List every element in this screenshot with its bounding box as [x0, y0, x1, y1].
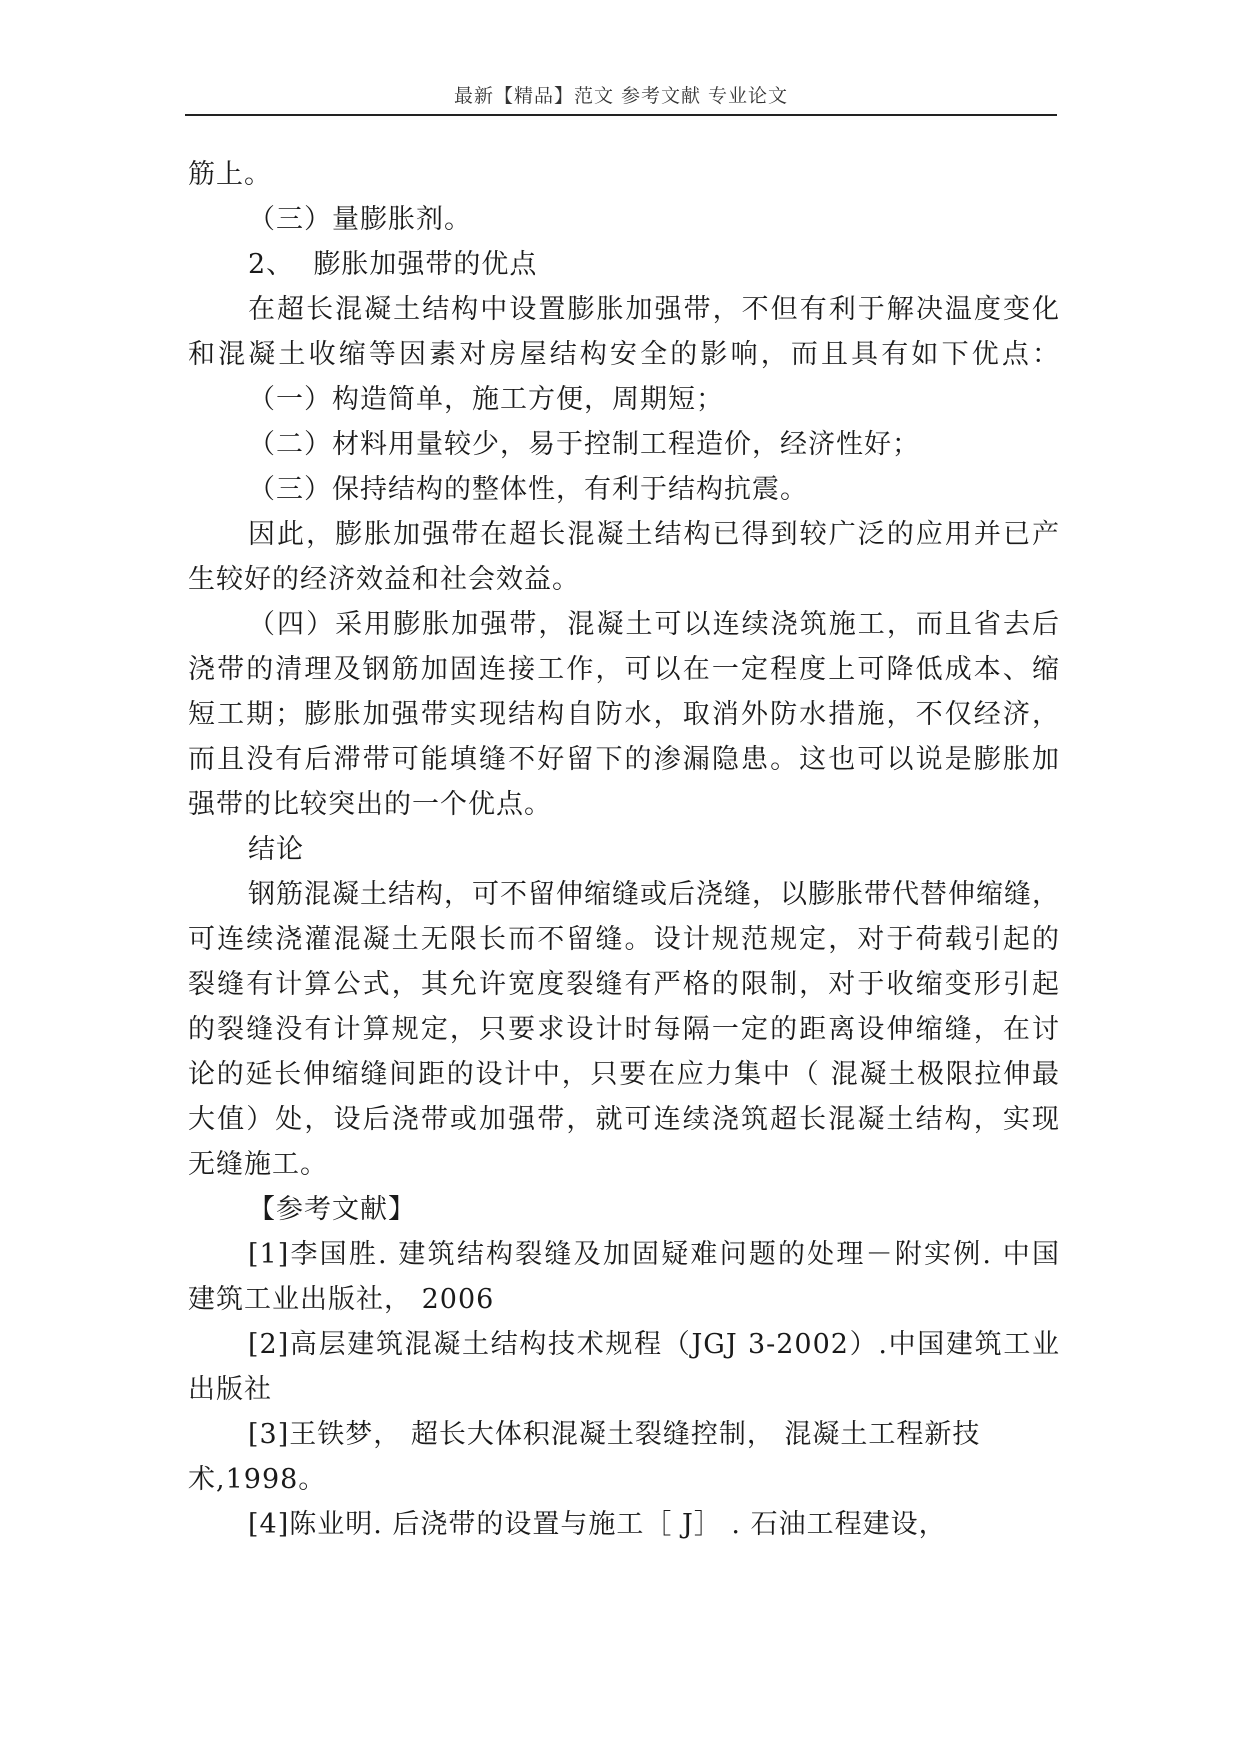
text-line: 可连续浇灌混凝土无限长而不留缝。设计规范规定，对于荷载引起的 — [188, 924, 1060, 955]
text-line: 裂缝有计算公式，其允许宽度裂缝有严格的限制，对于收缩变形引起 — [188, 969, 1060, 1000]
reference-item: 建筑工业出版社， 2006 — [188, 1284, 495, 1315]
references-heading: 【参考文献】 — [248, 1194, 416, 1225]
reference-item: [2]高层建筑混凝土结构技术规程（JGJ 3-2002）.中国建筑工业 — [248, 1329, 1060, 1360]
list-item: （一）构造简单，施工方便，周期短； — [248, 384, 724, 415]
text-line: 钢筋混凝土结构，可不留伸缩缝或后浇缝，以膨胀带代替伸缩缝， — [248, 879, 1060, 910]
document-body — [188, 152, 1060, 1547]
text-line: 的裂缝没有计算规定，只要求设计时每隔一定的距离设伸缩缝，在讨 — [188, 1014, 1060, 1045]
text-line: （四）采用膨胀加强带，混凝土可以连续浇筑施工，而且省去后 — [248, 609, 1060, 640]
text-line: 筋上。 — [188, 159, 272, 190]
page-header: 最新【精品】范文 参考文献 专业论文 — [453, 85, 789, 107]
reference-item: 出版社 — [188, 1374, 272, 1405]
reference-item: 术,1998。 — [188, 1464, 327, 1495]
text-line: 无缝施工。 — [188, 1149, 328, 1180]
list-item: （三）保持结构的整体性，有利于结构抗震。 — [248, 474, 808, 505]
text-line: 和混凝土收缩等因素对房屋结构安全的影响，而且具有如下优点： — [188, 339, 1060, 370]
text-line: （三）量膨胀剂。 — [248, 204, 472, 235]
text-line: 论的延长伸缩缝间距的设计中，只要在应力集中（ 混凝土极限拉伸最 — [188, 1059, 1060, 1090]
header-divider — [185, 114, 1057, 116]
text-line: 生较好的经济效益和社会效益。 — [188, 564, 580, 595]
text-line: 大值）处，设后浇带或加强带，就可连续浇筑超长混凝土结构，实现 — [188, 1104, 1060, 1135]
section-heading: 结论 — [248, 834, 304, 865]
text-line: 因此，膨胀加强带在超长混凝土结构已得到较广泛的应用并已产 — [248, 519, 1060, 550]
section-heading: 2、 膨胀加强带的优点 — [248, 249, 538, 280]
reference-item: [4]陈业明. 后浇带的设置与施工［ J］ . 石油工程建设， — [248, 1509, 947, 1540]
text-line: 强带的比较突出的一个优点。 — [188, 789, 552, 820]
text-line: 短工期；膨胀加强带实现结构自防水，取消外防水措施，不仅经济， — [188, 699, 1060, 730]
text-line: 浇带的清理及钢筋加固连接工作，可以在一定程度上可降低成本、缩 — [188, 654, 1060, 685]
reference-item: [3]王铁梦， 超长大体积混凝土裂缝控制， 混凝土工程新技 — [248, 1419, 981, 1450]
reference-item: [1]李国胜. 建筑结构裂缝及加固疑难问题的处理－附实例. 中国 — [248, 1239, 1060, 1270]
text-line: 而且没有后滞带可能填缝不好留下的渗漏隐患。这也可以说是膨胀加 — [188, 744, 1060, 775]
text-line: 在超长混凝土结构中设置膨胀加强带，不但有利于解决温度变化 — [248, 294, 1060, 325]
list-item: （二）材料用量较少，易于控制工程造价，经济性好； — [248, 429, 920, 460]
